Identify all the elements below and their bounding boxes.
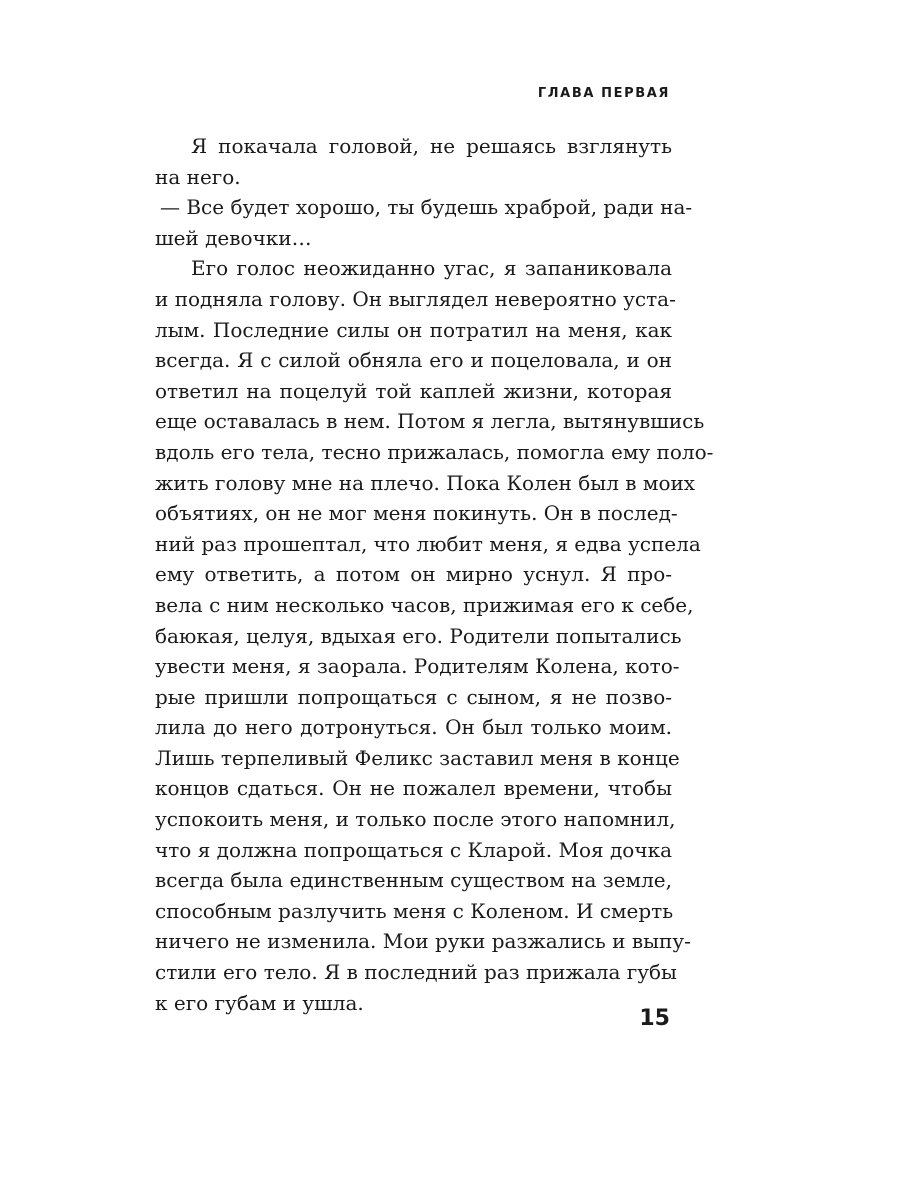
- text-line: увести меня, я заорала. Родителям Колена, кото-: [155, 654, 680, 679]
- text-line: рые пришли попрощаться с сыном, я не позво-: [155, 684, 672, 709]
- text-line: Его голос неожиданно угас, я запаниковала: [191, 256, 672, 281]
- page-number: 15: [639, 1006, 670, 1031]
- text-line: жить голову мне на плечо. Пока Колен был в моих: [155, 470, 696, 495]
- text-line: и подняла голову. Он выглядел невероятно уста-: [155, 286, 676, 311]
- text-line: способным разлучить меня с Коленом. И смерть: [155, 898, 674, 923]
- running-head: ГЛАВА ПЕРВАЯ: [537, 86, 670, 101]
- text-line: всегда. Я с силой обняла его и поцеловала, и он: [155, 348, 672, 373]
- text-line: шей девочки…: [155, 225, 312, 250]
- text-line: всегда была единственным существом на земле,: [155, 868, 672, 893]
- text-line: ему ответить, а потом он мирно уснул. Я про-: [155, 562, 672, 587]
- text-line: баюкая, целуя, вдыхая его. Родители попытались: [155, 623, 682, 648]
- text-line: лым. Последние силы он потратил на меня, как: [155, 317, 672, 342]
- text-line: Лишь терпеливый Феликс заставил меня в конце: [155, 745, 680, 770]
- text-line: вела с ним несколько часов, прижимая его к себе,: [155, 592, 694, 617]
- text-line: Я покачала головой, не решаясь взглянуть: [191, 134, 672, 158]
- text-line: ответил на поцелуй той каплей жизни, которая: [155, 378, 672, 403]
- text-line: к его губам и ушла.: [155, 990, 364, 1015]
- text-line: стили его тело. Я в последний раз прижала губы: [155, 960, 677, 985]
- text-line: — Все будет хорошо, ты будешь храброй, ради на-: [160, 195, 693, 220]
- body-text: [155, 131, 714, 1018]
- text-line: ничего не изменила. Мои руки разжались и выпу-: [155, 929, 691, 954]
- text-line: еще оставалась в нем. Потом я легла, вытянувшись: [155, 409, 705, 434]
- text-line: успокоить меня, и только после этого напомнил,: [155, 807, 676, 832]
- text-line: что я должна попрощаться с Кларой. Моя дочка: [155, 837, 672, 862]
- text-line: лила до него дотронуться. Он был только моим.: [155, 715, 672, 740]
- text-line: на него.: [155, 164, 241, 189]
- text-line: ний раз прошептал, что любит меня, я едва успела: [155, 531, 701, 556]
- text-line: вдоль его тела, тесно прижалась, помогла ему поло-: [155, 439, 714, 464]
- text-line: объятиях, он не мог меня покинуть. Он в послед-: [155, 501, 678, 526]
- text-line: концов сдаться. Он не пожалел времени, чтобы: [155, 776, 672, 801]
